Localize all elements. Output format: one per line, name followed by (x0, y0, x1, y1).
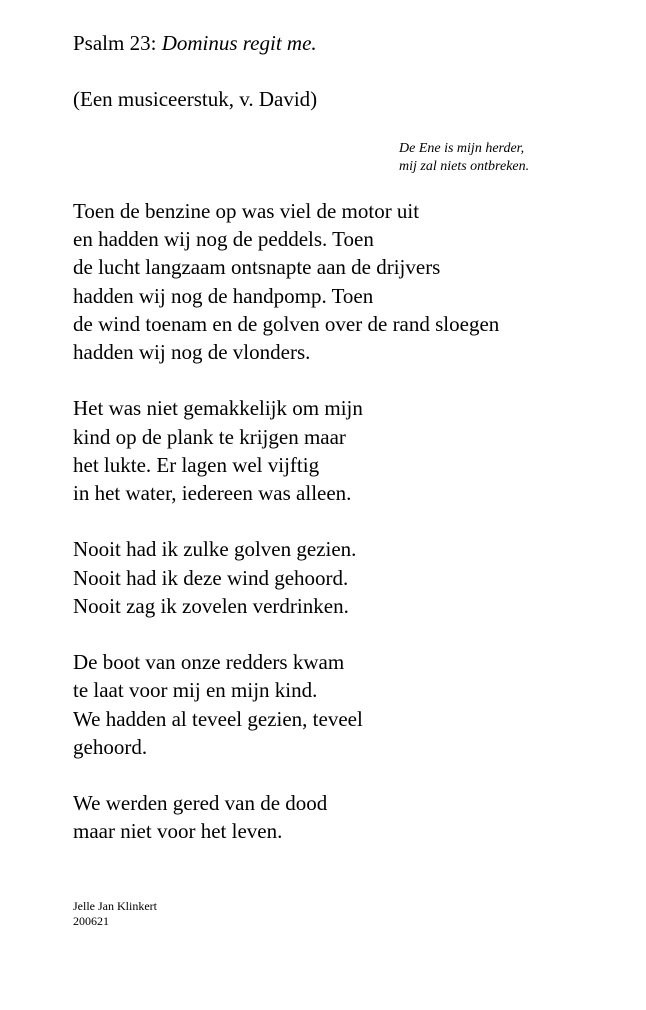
title-latin-incipit: Dominus regit me. (161, 31, 317, 55)
verse-line: het lukte. Er lagen wel vijftig (73, 452, 320, 477)
stanza-5 (73, 789, 499, 845)
footer-signature (73, 899, 157, 929)
stanza-2 (73, 394, 499, 507)
verse-line: de wind toenam en de golven over de rand sloegen (73, 311, 500, 336)
verse-line: maar niet voor het leven. (73, 819, 283, 844)
epigraph (399, 140, 529, 176)
epigraph-line: mij zal niets ontbreken. (399, 159, 530, 174)
stanza-1 (73, 197, 499, 366)
author-name: Jelle Jan Klinkert (73, 899, 157, 913)
verse-line: Nooit had ik deze wind gehoord. (73, 565, 349, 590)
stanza-4 (73, 648, 499, 761)
verse-line: We hadden al teveel gezien, teveel (73, 706, 363, 731)
verse-line: Nooit had ik zulke golven gezien. (73, 537, 357, 562)
verse-line: hadden wij nog de vlonders. (73, 340, 311, 365)
stanza-3 (73, 535, 499, 620)
verse-line: Toen de benzine op was viel de motor uit (73, 199, 420, 223)
verse-line: de lucht langzaam ontsnapte aan de drijvers (73, 255, 441, 280)
verse-line: in het water, iedereen was alleen. (73, 481, 352, 506)
verse-line: De boot van onze redders kwam (73, 650, 345, 675)
poem-body (73, 197, 499, 874)
verse-line: te laat voor mij en mijn kind. (73, 678, 318, 703)
verse-line: Het was niet gemakkelijk om mijn (73, 396, 363, 421)
verse-line: Nooit zag ik zovelen verdrinken. (73, 593, 349, 618)
verse-line: We werden gered van de dood (73, 791, 328, 816)
verse-line: en hadden wij nog de peddels. Toen (73, 227, 374, 252)
attribution-line: (Een musiceerstuk, v. David) (73, 87, 318, 111)
verse-line: kind op de plank te krijgen maar (73, 424, 346, 449)
epigraph-line: De Ene is mijn herder, (399, 141, 525, 156)
date-stamp: 200621 (73, 914, 109, 928)
title-prefix: Psalm 23: (73, 31, 162, 55)
page-title (73, 29, 317, 57)
verse-line: gehoord. (73, 734, 148, 759)
verse-line: hadden wij nog de handpomp. Toen (73, 283, 374, 308)
